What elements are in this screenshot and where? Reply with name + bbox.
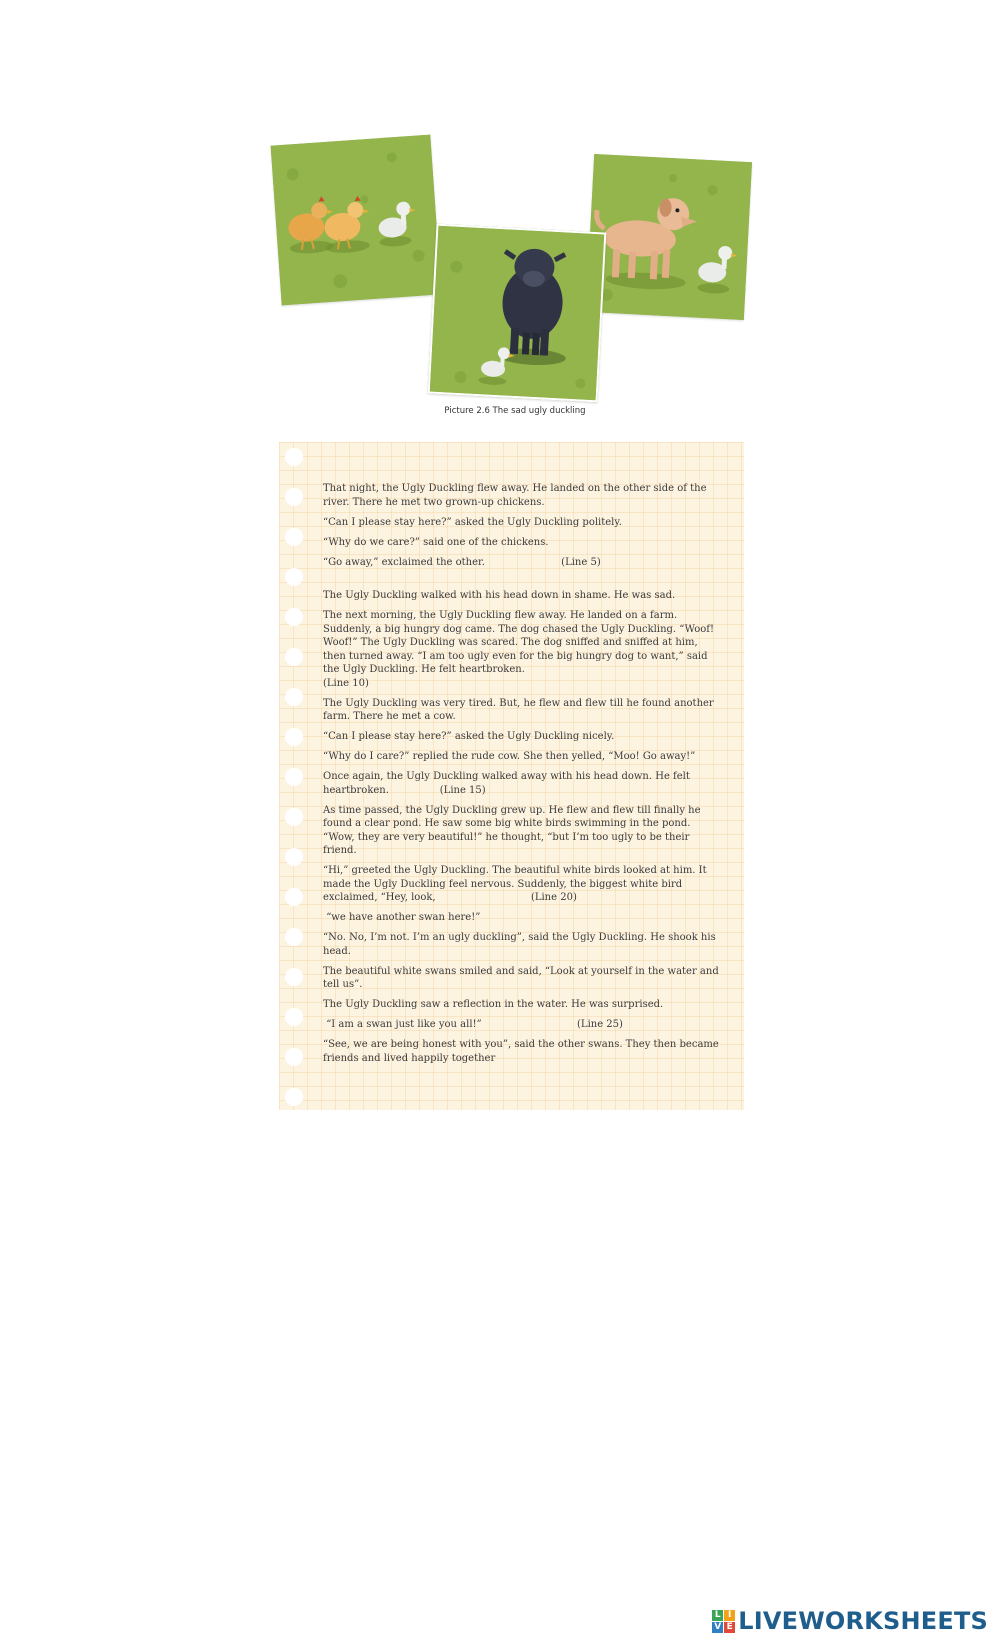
binder-hole <box>285 1008 303 1026</box>
story-paragraph: The next morning, the Ugly Duckling flew away. He landed on a farm. Suddenly, a big hungry dog came. The dog chased the Ugly Duckling. “Woof! Woof!” The Ugly Duckling was scared. The dog sniffed and sniffed at him, then turned away. “I am too ugly even for the big hungry dog to want,” said the Ugly Duckling. He felt heartbroken. (Line 10) <box>323 610 715 689</box>
story-paragraph: The Ugly Duckling was very tired. But, he flew and flew till he found another farm. There he met a cow. <box>323 697 717 722</box>
logo-mark-letter: L <box>712 1610 723 1621</box>
binder-hole <box>285 608 303 626</box>
story-paragraph: “Can I please stay here?” asked the Ugly Duckling politely. <box>323 516 622 528</box>
binder-hole <box>285 968 303 986</box>
story-paragraph: “we have another swan here!” <box>323 912 481 923</box>
chickens-illustration <box>271 135 442 306</box>
cow-drawing <box>430 226 604 400</box>
story-paragraph: “Hi,” greeted the Ugly Duckling. The beautiful white birds looked at him. It made the Ugly Duckling feel nervous. Suddenly, the biggest white bird exclaimed, “Hey, look, (Line 20) <box>323 865 710 903</box>
dog-illustration <box>586 154 752 320</box>
logo-mark-icon <box>712 1610 735 1633</box>
story-paragraph: That night, the Ugly Duckling flew away. He landed on the other side of the river. There he met two grown-up chickens. <box>323 483 710 508</box>
binder-hole <box>285 688 303 706</box>
binder-hole <box>285 928 303 946</box>
binder-hole <box>285 768 303 786</box>
story-paragraph: The Ugly Duckling saw a reflection in the water. He was surprised. <box>323 999 664 1010</box>
story-paragraph: “Can I please stay here?” asked the Ugly Duckling nicely. <box>323 731 615 742</box>
binder-hole <box>285 808 303 826</box>
story-paragraph: The beautiful white swans smiled and said, “Look at yourself in the water and tell us”. <box>323 965 722 990</box>
story-sheet <box>279 442 744 1110</box>
binder-hole <box>285 648 303 666</box>
chickens-drawing <box>271 135 442 306</box>
binder-hole <box>285 888 303 906</box>
dog-drawing <box>586 154 752 320</box>
story-paragraph: “Go away,” exclaimed the other. (Line 5) <box>323 556 601 568</box>
story-paragraph: “See, we are being honest with you”, said the other swans. They then became friends and lived happily together <box>323 1039 723 1064</box>
story-paragraph: “No. No, I’m not. I’m an ugly duckling”, said the Ugly Duckling. He shook his head. <box>323 932 719 957</box>
binder-hole <box>285 848 303 866</box>
story-paragraph: As time passed, the Ugly Duckling grew up. He flew and flew till finally he found a clear pond. He saw some big white birds swimming in the pond. “Wow, they are very beautiful!” he thought, “but I’m too ugly to be their friend. <box>323 804 704 856</box>
logo-text: LIVEWORKSHEETS <box>738 1607 988 1635</box>
liveworksheets-logo[interactable] <box>712 1607 988 1635</box>
binder-hole <box>285 568 303 586</box>
binder-hole <box>285 488 303 506</box>
story-paragraph: The Ugly Duckling walked with his head down in shame. He was sad. <box>323 590 676 601</box>
logo-mark-letter: E <box>724 1622 735 1633</box>
binder-hole <box>285 1088 303 1106</box>
logo-mark-letter: I <box>724 1610 735 1621</box>
binder-hole <box>285 1048 303 1066</box>
story-paragraph: “I am a swan just like you all!” (Line 25) <box>323 1019 623 1030</box>
story-paragraph: “Why do I care?” replied the rude cow. She then yelled, “Moo! Go away!” <box>323 751 696 762</box>
binder-hole <box>285 728 303 746</box>
picture-caption: Picture 2.6 The sad ugly duckling <box>444 406 586 416</box>
binder-hole <box>285 528 303 546</box>
story-paragraph: Once again, the Ugly Duckling walked away with his head down. He felt heartbroken. (Line 15) <box>323 771 694 796</box>
story-text <box>323 482 723 1072</box>
story-paragraph: “Why do we care?” said one of the chickens. <box>323 536 549 548</box>
binder-hole <box>285 448 303 466</box>
cow-illustration <box>428 224 607 403</box>
logo-mark-letter: V <box>712 1622 723 1633</box>
